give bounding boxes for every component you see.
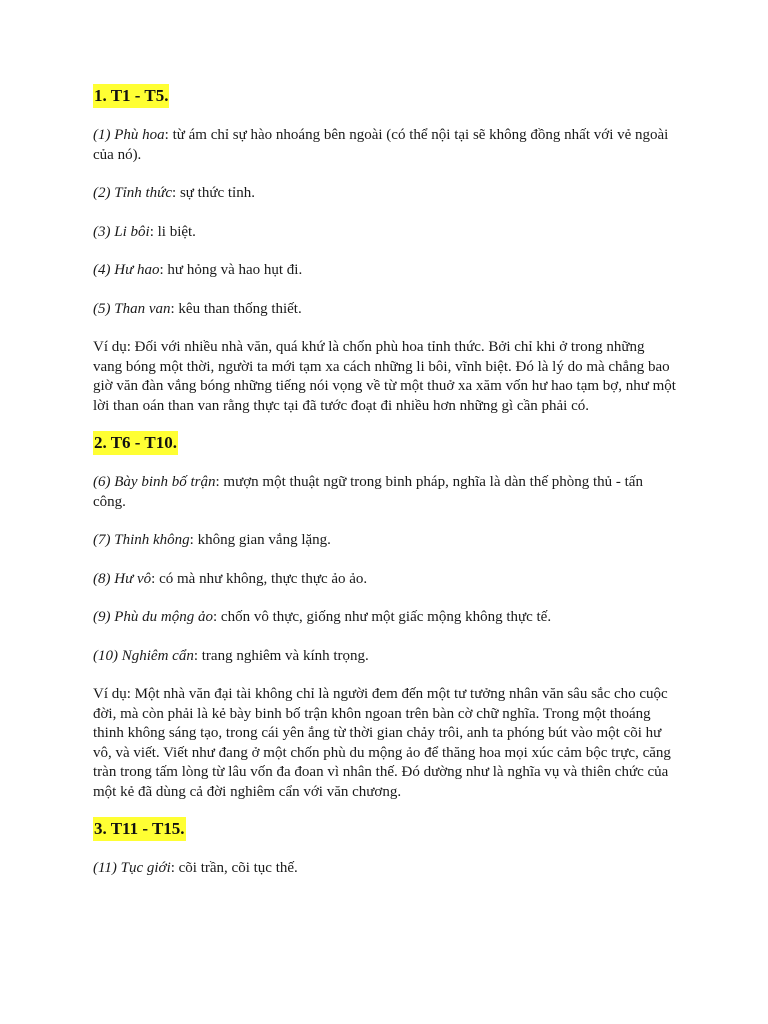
vocab-entry xyxy=(93,647,677,667)
vocab-entry xyxy=(93,570,677,590)
entry-number: (7) xyxy=(93,532,115,548)
entry-term: Li bôi xyxy=(114,223,150,240)
entry-number: (8) xyxy=(93,570,115,587)
entry-definition: : mượn một thuật ngữ trong binh pháp, nghĩa là dàn thế phòng thủ - tấn công. xyxy=(93,474,643,510)
vocab-entry xyxy=(93,300,677,320)
entry-term: Phù du mộng ảo xyxy=(114,609,213,625)
entry-term: Nghiêm cẩn xyxy=(121,647,194,664)
section-3 xyxy=(93,817,677,879)
vocab-entry xyxy=(93,184,677,204)
entry-definition: : hư hỏng và hao hụt đi. xyxy=(159,262,303,278)
section-1 xyxy=(93,84,677,431)
entry-definition: : có mà như không, thực thực ảo ảo. xyxy=(151,570,368,587)
example-paragraph: Ví dụ: Đối với nhiều nhà văn, quá khứ là chốn phù hoa tỉnh thức. Bởi chỉ khi ở trong những vang bóng một thời, người ta mới tạm xa cách những li bôi, vĩnh biệt. Đó là lý do mà chẳng bao giờ văn đàn vắng bóng những tiếng nói vọng về từ một thuở xa xăm vốn hư hao tạm bợ, như một lời than oán than van rằng thực tại đã tước đoạt đi nhiều hơn những gì cần phải có. xyxy=(93,339,676,414)
entry-definition: : từ ám chỉ sự hào nhoáng bên ngoài (có thể nội tại sẽ không đồng nhất với vẻ ngoài của nó). xyxy=(93,127,669,163)
section-heading: 2. T6 - T10. xyxy=(93,431,178,455)
entry-number: (5) xyxy=(93,300,115,317)
vocab-entry xyxy=(93,531,677,551)
section-heading: 1. T1 - T5. xyxy=(93,84,169,108)
example-paragraph: Ví dụ: Một nhà văn đại tài không chỉ là người đem đến một tư tưởng nhân văn sâu sắc cho cuộc đời, mà còn phải là kẻ bày binh bố trận khôn ngoan trên bàn cờ chữ nghĩa. Trong một thoáng thinh không sáng tạo, trong cái yên ắng từ thời gian chảy trôi, anh ta phóng bút vào một cõi hư vô, và viết. Viết như đang ở một chốn phù du mộng ảo để thăng hoa mọi xúc cảm bộc trực, căng tràn trong tấm lòng từ lâu vốn đa đoan vì nhân thế. Đó dường như là nghĩa vụ và thiên chức của một kẻ đã dùng cả đời nghiêm cẩn với văn chương. xyxy=(93,686,671,800)
entry-number: (10) xyxy=(93,647,122,664)
entry-term: Than van xyxy=(114,300,171,317)
vocab-entry xyxy=(93,223,677,243)
section-heading: 3. T11 - T15. xyxy=(93,817,186,841)
entry-definition: : li biệt. xyxy=(149,223,196,240)
entry-term: Hư vô xyxy=(114,570,152,587)
entry-number: (9) xyxy=(93,609,115,625)
entry-term: Hư hao xyxy=(114,262,160,278)
entry-definition: : trang nghiêm và kính trọng. xyxy=(193,647,369,664)
entry-number: (1) xyxy=(93,127,115,143)
entry-definition: : không gian vắng lặng. xyxy=(189,532,331,548)
vocab-entry xyxy=(93,473,677,512)
entry-term: Thinh không xyxy=(114,532,190,548)
entry-term: Bày binh bố trận xyxy=(114,474,216,490)
entry-definition: : sự thức tỉnh. xyxy=(172,185,255,201)
entry-number: (2) xyxy=(93,185,115,201)
entry-definition: : kêu than thống thiết. xyxy=(170,300,302,317)
entry-term: Phù hoa xyxy=(114,127,165,143)
entry-number: (3) xyxy=(93,223,115,240)
vocab-entry xyxy=(93,126,677,165)
section-2 xyxy=(93,431,677,817)
vocab-entry xyxy=(93,859,677,879)
entry-term: Tục giới xyxy=(120,860,171,876)
entry-definition: : cõi trần, cõi tục thế. xyxy=(170,860,298,876)
entry-definition: : chốn vô thực, giống như một giấc mộng không thực tế. xyxy=(213,609,552,625)
entry-number: (4) xyxy=(93,262,115,278)
entry-number: (11) xyxy=(93,860,121,876)
vocab-entry xyxy=(93,261,677,281)
document-page xyxy=(93,84,677,879)
entry-number: (6) xyxy=(93,474,115,490)
entry-term: Tỉnh thức xyxy=(114,185,173,201)
vocab-entry xyxy=(93,608,677,628)
